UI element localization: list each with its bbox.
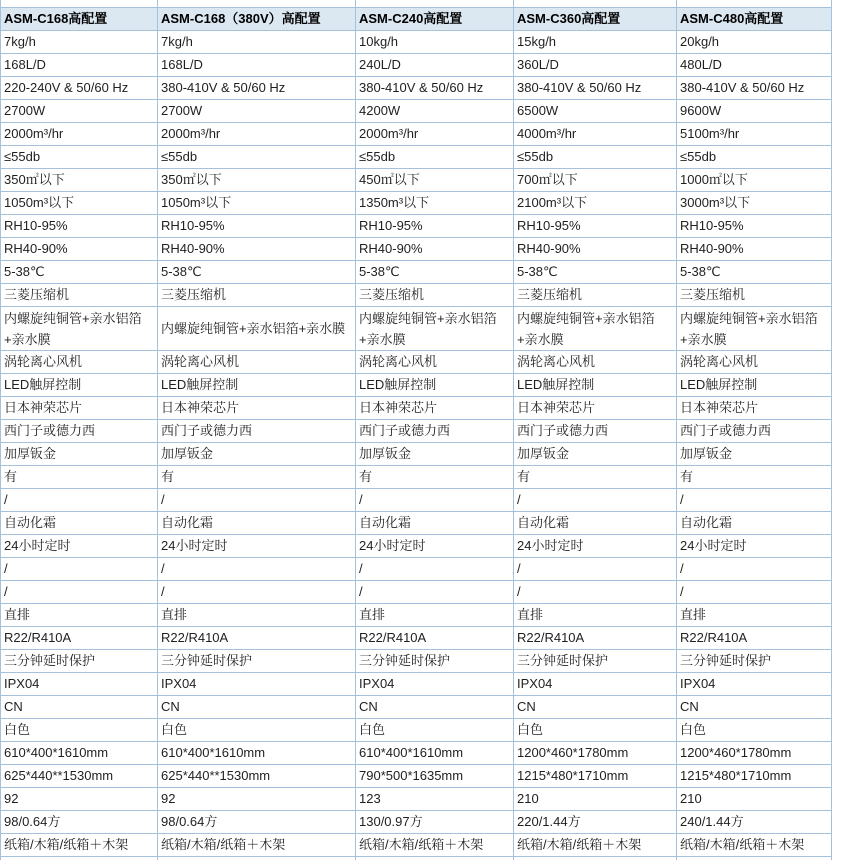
table-row [1,650,832,673]
table-cell[interactable]: 内螺旋纯铜管+亲水铝箔+亲水膜 [356,307,514,351]
table-cell[interactable]: 内螺旋纯铜管+亲水铝箔+亲水膜 [677,307,832,351]
partial-row-bottom [1,857,832,860]
table-cell[interactable]: 直排 [514,604,677,627]
table-cell[interactable]: / [677,581,832,604]
column-header[interactable]: ASM-C168高配置 [1,8,158,31]
table-cell[interactable]: 三分钟延时保护 [514,650,677,673]
column-header[interactable]: ASM-C240高配置 [356,8,514,31]
table-row [1,719,832,742]
table-cell[interactable]: 625*440**1530mm [158,765,356,788]
table-cell[interactable]: 三菱压缩机 [1,284,158,307]
empty-cell [356,857,514,860]
partial-row-top [1,0,832,8]
table-cell[interactable]: 610*400*1610mm [1,742,158,765]
table-row [1,420,832,443]
table-cell[interactable]: 2100m³以下 [514,192,677,215]
table-cell[interactable]: 98/0.64方 [1,811,158,834]
table-cell[interactable]: 450㎡以下 [356,169,514,192]
table-cell[interactable]: IPX04 [356,673,514,696]
table-cell[interactable]: 240/1.44方 [677,811,832,834]
table-cell[interactable]: 自动化霜 [356,512,514,535]
empty-cell [356,0,514,8]
table-cell[interactable]: CN [356,696,514,719]
table-cell[interactable]: 内螺旋纯铜管+亲水铝箔+亲水膜 [1,307,158,351]
table-cell[interactable]: 2000m³/hr [158,123,356,146]
table-cell[interactable]: 有 [677,466,832,489]
table-cell[interactable]: 240L/D [356,54,514,77]
table-row [1,351,832,374]
table-cell[interactable]: 2700W [158,100,356,123]
table-cell[interactable]: 三分钟延时保护 [158,650,356,673]
table-cell[interactable]: / [158,558,356,581]
table-row [1,261,832,284]
table-row [1,397,832,420]
table-cell[interactable]: 直排 [1,604,158,627]
column-header[interactable]: ASM-C480高配置 [677,8,832,31]
table-cell[interactable]: 2000m³/hr [1,123,158,146]
table-cell[interactable]: R22/R410A [1,627,158,650]
table-cell[interactable]: 350㎡以下 [158,169,356,192]
table-row [1,765,832,788]
table-cell[interactable]: IPX04 [1,673,158,696]
table-cell[interactable]: 加厚钣金 [514,443,677,466]
table-cell[interactable]: LED触屏控制 [158,374,356,397]
table-cell[interactable]: 168L/D [158,54,356,77]
table-cell[interactable]: IPX04 [514,673,677,696]
table-cell[interactable]: 三分钟延时保护 [677,650,832,673]
table-cell[interactable]: 4200W [356,100,514,123]
table-cell[interactable]: 4000m³/hr [514,123,677,146]
table-cell[interactable]: 有 [356,466,514,489]
table-cell[interactable]: 10kg/h [356,31,514,54]
table-row [1,696,832,719]
table-cell[interactable]: 三菱压缩机 [514,284,677,307]
table-cell[interactable]: 白色 [356,719,514,742]
table-cell[interactable]: 24小时定时 [158,535,356,558]
table-cell[interactable]: LED触屏控制 [356,374,514,397]
table-cell[interactable]: 白色 [1,719,158,742]
table-cell[interactable]: 2700W [1,100,158,123]
table-cell[interactable]: 15kg/h [514,31,677,54]
table-row [1,123,832,146]
table-cell[interactable]: CN [514,696,677,719]
table-row [1,535,832,558]
table-cell[interactable]: 纸箱/木箱/纸箱＋木架 [677,834,832,857]
table-cell[interactable]: / [514,489,677,512]
table-cell[interactable]: 123 [356,788,514,811]
table-cell[interactable]: 1200*460*1780mm [514,742,677,765]
table-cell[interactable]: 西门子或德力西 [356,420,514,443]
table-cell[interactable]: 日本神荣芯片 [514,397,677,420]
table-cell[interactable]: 24小时定时 [514,535,677,558]
table-cell[interactable]: RH10-95% [677,215,832,238]
table-cell[interactable]: 西门子或德力西 [514,420,677,443]
table-cell[interactable]: 92 [1,788,158,811]
table-cell[interactable]: 5-38℃ [158,261,356,284]
table-cell[interactable]: / [514,581,677,604]
table-cell[interactable]: 三分钟延时保护 [1,650,158,673]
table-cell[interactable]: ≤55db [158,146,356,169]
table-cell[interactable]: 20kg/h [677,31,832,54]
table-cell[interactable]: RH10-95% [356,215,514,238]
table-cell[interactable]: 380-410V & 50/60 Hz [158,77,356,100]
table-cell[interactable]: / [1,581,158,604]
table-cell[interactable]: 涡轮离心风机 [1,351,158,374]
table-cell[interactable]: 直排 [158,604,356,627]
table-row [1,834,832,857]
table-cell[interactable]: 480L/D [677,54,832,77]
empty-cell [677,857,832,860]
table-cell[interactable]: 涡轮离心风机 [677,351,832,374]
empty-cell [514,0,677,8]
table-cell[interactable]: 1200*460*1780mm [677,742,832,765]
table-row [1,512,832,535]
empty-cell [158,0,356,8]
table-cell[interactable]: 610*400*1610mm [356,742,514,765]
table-cell[interactable]: / [1,558,158,581]
table-cell[interactable]: 5-38℃ [514,261,677,284]
table-cell[interactable]: 加厚钣金 [356,443,514,466]
table-cell[interactable]: 白色 [158,719,356,742]
table-cell[interactable]: 日本神荣芯片 [1,397,158,420]
table-row [1,284,832,307]
table-cell[interactable]: / [158,581,356,604]
empty-cell [1,0,158,8]
empty-cell [158,857,356,860]
table-cell[interactable]: 三菱压缩机 [677,284,832,307]
empty-cell [677,0,832,8]
table-cell[interactable]: 610*400*1610mm [158,742,356,765]
table-cell[interactable]: 5-38℃ [677,261,832,284]
table-cell[interactable]: / [356,558,514,581]
table-cell[interactable]: RH40-90% [356,238,514,261]
table-cell[interactable]: 24小时定时 [356,535,514,558]
table-cell[interactable]: 790*500*1635mm [356,765,514,788]
table-cell[interactable]: 350㎡以下 [1,169,158,192]
table-cell[interactable]: 三分钟延时保护 [356,650,514,673]
table-cell[interactable]: RH40-90% [158,238,356,261]
table-cell[interactable]: / [356,489,514,512]
table-cell[interactable]: 168L/D [1,54,158,77]
table-cell[interactable]: 西门子或德力西 [1,420,158,443]
table-cell[interactable]: 24小时定时 [1,535,158,558]
table-row [1,788,832,811]
table-row [1,489,832,512]
table-cell[interactable]: 92 [158,788,356,811]
table-cell[interactable]: 加厚钣金 [1,443,158,466]
table-cell[interactable]: 有 [1,466,158,489]
table-cell[interactable]: 三菱压缩机 [158,284,356,307]
table-cell[interactable]: 380-410V & 50/60 Hz [356,77,514,100]
table-cell[interactable]: 加厚钣金 [677,443,832,466]
table-row [1,627,832,650]
table-cell[interactable]: 5100m³/hr [677,123,832,146]
table-cell[interactable]: / [356,581,514,604]
table-cell[interactable]: / [158,489,356,512]
table-cell[interactable]: 1000㎡以下 [677,169,832,192]
table-cell[interactable]: 1215*480*1710mm [514,765,677,788]
empty-cell [1,857,158,860]
table-cell[interactable]: 内螺旋纯铜管+亲水铝箔+亲水膜 [514,307,677,351]
table-cell[interactable]: 2000m³/hr [356,123,514,146]
header-row [1,8,832,31]
table-row [1,742,832,765]
table-row [1,604,832,627]
table-cell[interactable]: 210 [677,788,832,811]
table-cell[interactable]: 3000m³以下 [677,192,832,215]
table-cell[interactable]: 1050m³以下 [1,192,158,215]
table-row [1,146,832,169]
table-row [1,31,832,54]
table-cell[interactable]: 日本神荣芯片 [158,397,356,420]
table-cell[interactable]: ≤55db [677,146,832,169]
table-cell[interactable]: ≤55db [514,146,677,169]
table-row [1,558,832,581]
table-cell[interactable]: 内螺旋纯铜管+亲水铝箔+亲水膜 [158,307,356,351]
table-cell[interactable]: RH10-95% [158,215,356,238]
table-cell[interactable]: 自动化霜 [1,512,158,535]
table-cell[interactable]: 1215*480*1710mm [677,765,832,788]
table-cell[interactable]: 纸箱/木箱/纸箱＋木架 [356,834,514,857]
table-cell[interactable]: 直排 [356,604,514,627]
table-cell[interactable]: 纸箱/木箱/纸箱＋木架 [158,834,356,857]
table-cell[interactable]: RH10-95% [1,215,158,238]
table-cell[interactable]: 130/0.97方 [356,811,514,834]
table-cell[interactable]: R22/R410A [677,627,832,650]
table-cell[interactable]: 220/1.44方 [514,811,677,834]
table-cell[interactable]: 98/0.64方 [158,811,356,834]
table-cell[interactable]: / [1,489,158,512]
table-cell[interactable]: 210 [514,788,677,811]
table-row [1,307,832,351]
table-cell[interactable]: R22/R410A [356,627,514,650]
table-cell[interactable]: 7kg/h [1,31,158,54]
column-header[interactable]: ASM-C360高配置 [514,8,677,31]
table-row [1,466,832,489]
table-cell[interactable]: / [677,558,832,581]
table-cell[interactable]: RH40-90% [677,238,832,261]
table-cell[interactable]: / [677,489,832,512]
table-cell[interactable]: IPX04 [158,673,356,696]
table-row [1,54,832,77]
table-cell[interactable]: 6500W [514,100,677,123]
table-cell[interactable]: 白色 [677,719,832,742]
table-cell[interactable]: 700㎡以下 [514,169,677,192]
empty-cell [514,857,677,860]
table-row [1,374,832,397]
table-row [1,100,832,123]
table-cell[interactable]: 日本神荣芯片 [356,397,514,420]
table-cell[interactable]: 纸箱/木箱/纸箱＋木架 [514,834,677,857]
table-cell[interactable]: 纸箱/木箱/纸箱＋木架 [1,834,158,857]
spec-table-body [1,0,832,860]
table-cell[interactable]: 自动化霜 [158,512,356,535]
table-cell[interactable]: RH10-95% [514,215,677,238]
table-cell[interactable]: / [514,558,677,581]
table-cell[interactable]: 360L/D [514,54,677,77]
table-cell[interactable]: 涡轮离心风机 [158,351,356,374]
table-row [1,238,832,261]
table-cell[interactable]: ≤55db [356,146,514,169]
table-row [1,581,832,604]
table-cell[interactable]: 5-38℃ [356,261,514,284]
table-row [1,673,832,696]
table-cell[interactable]: 日本神荣芯片 [677,397,832,420]
table-cell[interactable]: 1050m³以下 [158,192,356,215]
table-row [1,811,832,834]
table-cell[interactable]: R22/R410A [158,627,356,650]
table-cell[interactable]: 5-38℃ [1,261,158,284]
table-cell[interactable]: RH40-90% [514,238,677,261]
table-cell[interactable]: 涡轮离心风机 [356,351,514,374]
table-cell[interactable]: CN [158,696,356,719]
table-cell[interactable]: 9600W [677,100,832,123]
table-cell[interactable]: 7kg/h [158,31,356,54]
table-cell[interactable]: 24小时定时 [677,535,832,558]
table-cell[interactable]: LED触屏控制 [1,374,158,397]
table-cell[interactable]: 有 [158,466,356,489]
table-cell[interactable]: LED触屏控制 [677,374,832,397]
table-cell[interactable]: 三菱压缩机 [356,284,514,307]
table-row [1,77,832,100]
table-row [1,192,832,215]
table-cell[interactable]: 1350m³以下 [356,192,514,215]
table-row [1,169,832,192]
table-cell[interactable]: 加厚钣金 [158,443,356,466]
table-cell[interactable]: 西门子或德力西 [158,420,356,443]
table-cell[interactable]: 自动化霜 [677,512,832,535]
table-cell[interactable]: 380-410V & 50/60 Hz [514,77,677,100]
table-row [1,215,832,238]
table-cell[interactable]: 自动化霜 [514,512,677,535]
table-cell[interactable]: 西门子或德力西 [677,420,832,443]
table-cell[interactable]: 有 [514,466,677,489]
table-cell[interactable]: 白色 [514,719,677,742]
table-cell[interactable]: 涡轮离心风机 [514,351,677,374]
table-cell[interactable]: 625*440**1530mm [1,765,158,788]
table-cell[interactable]: CN [1,696,158,719]
table-cell[interactable]: ≤55db [1,146,158,169]
table-cell[interactable]: 220-240V & 50/60 Hz [1,77,158,100]
table-cell[interactable]: IPX04 [677,673,832,696]
table-cell[interactable]: RH40-90% [1,238,158,261]
table-cell[interactable]: CN [677,696,832,719]
table-cell[interactable]: LED触屏控制 [514,374,677,397]
table-cell[interactable]: R22/R410A [514,627,677,650]
table-row [1,443,832,466]
table-cell[interactable]: 380-410V & 50/60 Hz [677,77,832,100]
table-cell[interactable]: 直排 [677,604,832,627]
column-header[interactable]: ASM-C168（380V）高配置 [158,8,356,31]
